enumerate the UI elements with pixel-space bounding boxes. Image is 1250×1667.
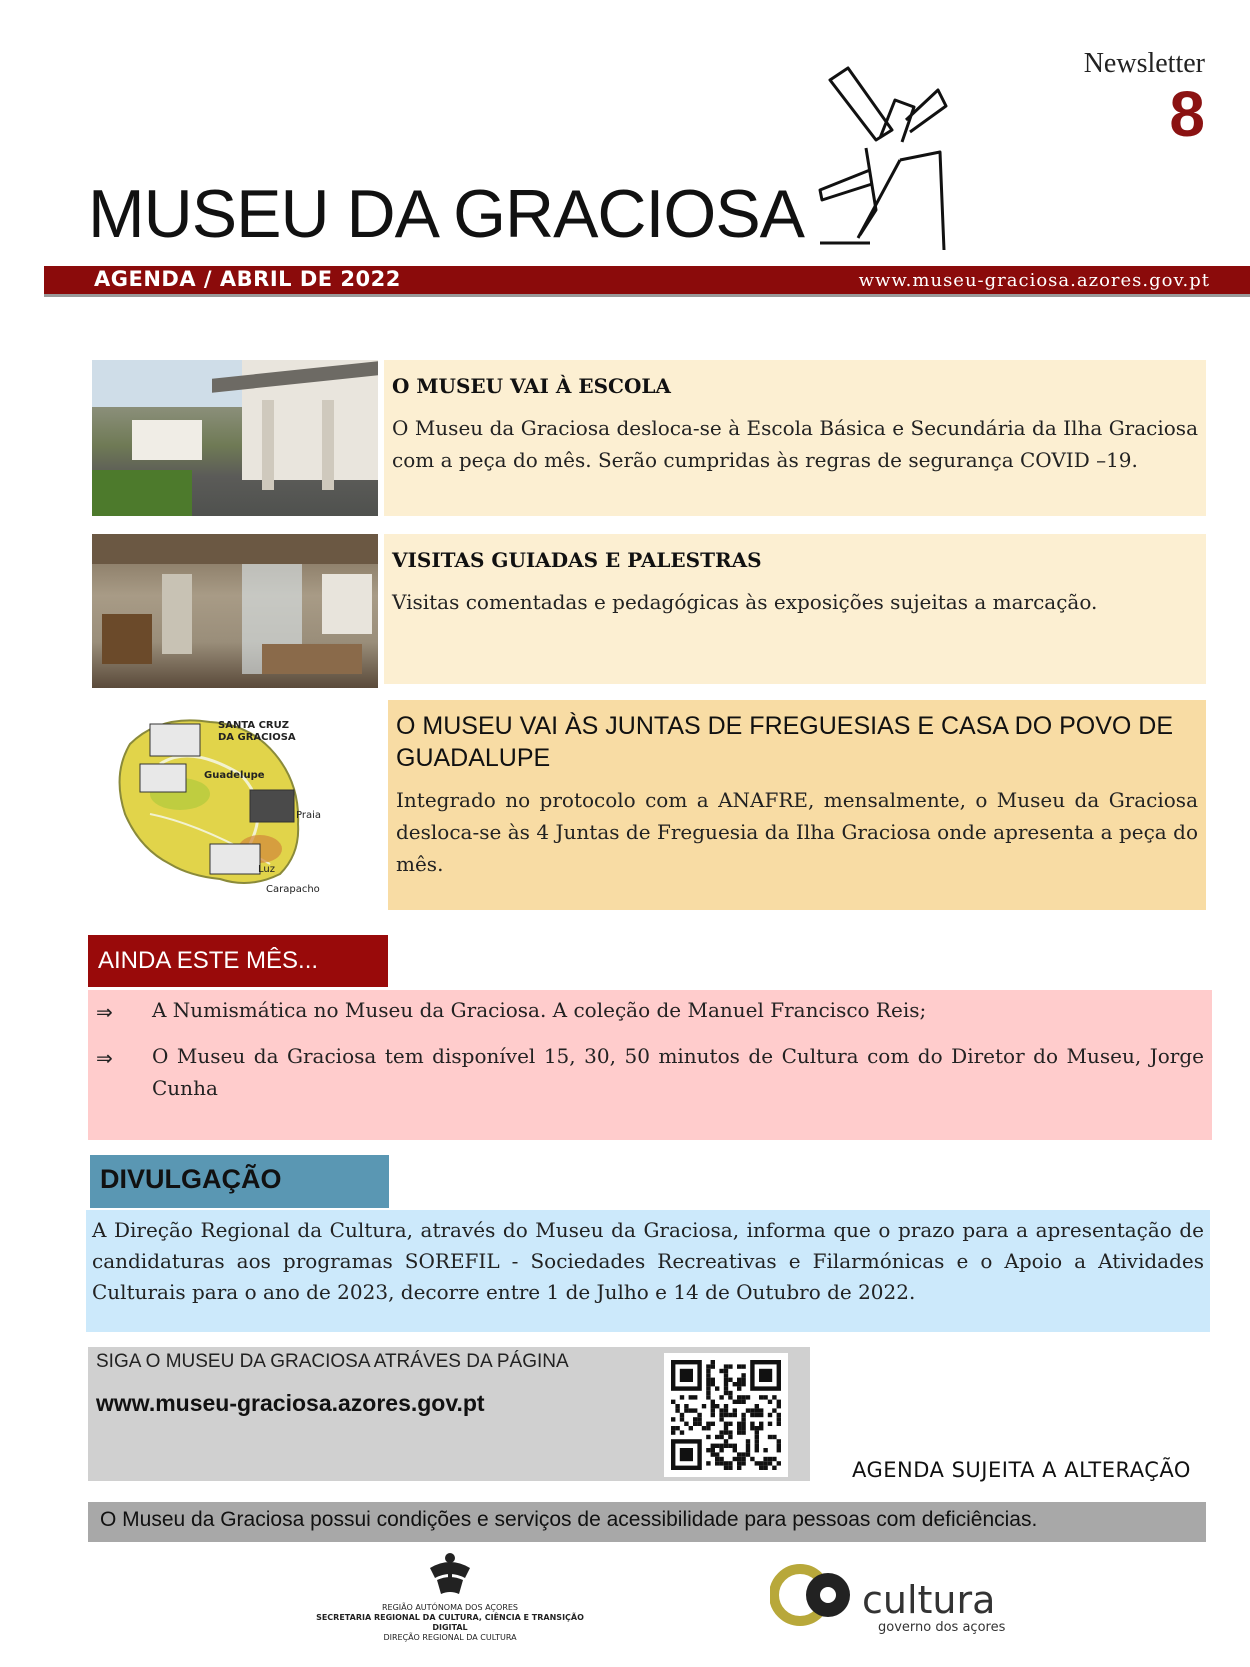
map-label-da-graciosa: DA GRACIOSA bbox=[218, 732, 296, 743]
divulgacao-title: DIVULGAÇÃO bbox=[100, 1164, 282, 1194]
cultura-logo-icon bbox=[770, 1560, 860, 1630]
ainda-title: AINDA ESTE MÊS... bbox=[98, 947, 319, 974]
qr-code[interactable] bbox=[664, 1353, 788, 1477]
event-box-juntas bbox=[388, 700, 1206, 910]
list-item: O Museu da Graciosa tem disponível 15, 30, 50 minutos de Cultura com do Diretor do Museu, Jorge Cunha bbox=[152, 1044, 1204, 1100]
agenda-date-label: AGENDA / ABRIL DE 2022 bbox=[94, 267, 401, 291]
divulgacao-text: A Direção Regional da Cultura, através do Museu da Graciosa, informa que o prazo para a apresentação de candidaturas aos programas SOREFIL - Sociedades Recreativas e Filarmónicas e o Apoio a Atividades Culturais para o ano de 2023, decorre entre 1 de Julho e 14 de Outubro de 2022. bbox=[92, 1218, 1204, 1304]
graciosa-map bbox=[100, 704, 330, 896]
issue-number: 8 bbox=[1169, 78, 1205, 150]
map-label-praia: Praia bbox=[296, 810, 321, 821]
event-text: Visitas comentadas e pedagógicas às exposições sujeitas a marcação. bbox=[392, 590, 1098, 614]
arrow-icon: ⇒ bbox=[96, 1000, 113, 1024]
qr-code-icon bbox=[664, 1353, 788, 1477]
event-box-escola bbox=[384, 360, 1206, 516]
map-label-luz: Luz bbox=[258, 864, 275, 875]
accessibility-text: O Museu da Graciosa possui condições e serviços de acessibilidade para pessoas com deficiências. bbox=[100, 1508, 1038, 1531]
cultura-wordmark: cultura bbox=[862, 1578, 996, 1622]
region-logo bbox=[300, 1548, 600, 1658]
region-line-2: SECRETARIA REGIONAL DA CULTURA, CIÊNCIA E TRANSIÇÃO DIGITAL bbox=[316, 1613, 584, 1632]
event-box-visitas bbox=[384, 534, 1206, 684]
event-title: O MUSEU VAI ÀS JUNTAS DE FREGUESIAS E CASA DO POVO DE GUADALUPE bbox=[396, 712, 1174, 772]
school-photo bbox=[92, 360, 378, 516]
cultura-subtitle: governo dos açores bbox=[878, 1620, 1006, 1635]
museum-title: MUSEU DA GRACIOSA bbox=[88, 176, 805, 252]
agenda-disclaimer: AGENDA SUJEITA A ALTERAÇÃO bbox=[852, 1458, 1191, 1482]
event-title: VISITAS GUIADAS E PALESTRAS bbox=[392, 548, 762, 572]
region-line-1: REGIÃO AUTÓNOMA DOS AÇORES bbox=[381, 1603, 519, 1612]
exhibition-photo bbox=[92, 534, 378, 688]
event-text: Integrado no protocolo com a ANAFRE, mensalmente, o Museu da Graciosa desloca-se às 4 Juntas de Freguesia da Ilha Graciosa onde apresenta a peça do mês. bbox=[396, 788, 1198, 876]
map-label-guadelupe: Guadelupe bbox=[204, 770, 265, 781]
list-item: A Numismática no Museu da Graciosa. A coleção de Manuel Francisco Reis; bbox=[152, 998, 927, 1022]
map-label-carapacho: Carapacho bbox=[266, 884, 320, 895]
header-website-link[interactable]: www.museu-graciosa.azores.gov.pt bbox=[858, 270, 1210, 291]
newsletter-label: Newsletter bbox=[1083, 48, 1205, 79]
event-title: O MUSEU VAI À ESCOLA bbox=[392, 374, 671, 398]
eagle-crest-icon bbox=[425, 1548, 475, 1598]
windmill-icon bbox=[810, 60, 1010, 255]
arrow-icon: ⇒ bbox=[96, 1046, 113, 1070]
event-text: O Museu da Graciosa desloca-se à Escola Básica e Secundária da Ilha Graciosa com a peça do mês. Serão cumpridas às regras de segurança COVID –19. bbox=[392, 416, 1198, 472]
title-underline-icon bbox=[820, 238, 870, 248]
follow-label: SIGA O MUSEU DA GRACIOSA ATRÁVES DA PÁGINA bbox=[96, 1351, 569, 1372]
follow-website-link[interactable]: www.museu-graciosa.azores.gov.pt bbox=[96, 1390, 485, 1416]
map-label-santa-cruz: SANTA CRUZ bbox=[218, 720, 289, 731]
region-line-3: DIREÇÃO REGIONAL DA CULTURA bbox=[383, 1633, 517, 1642]
